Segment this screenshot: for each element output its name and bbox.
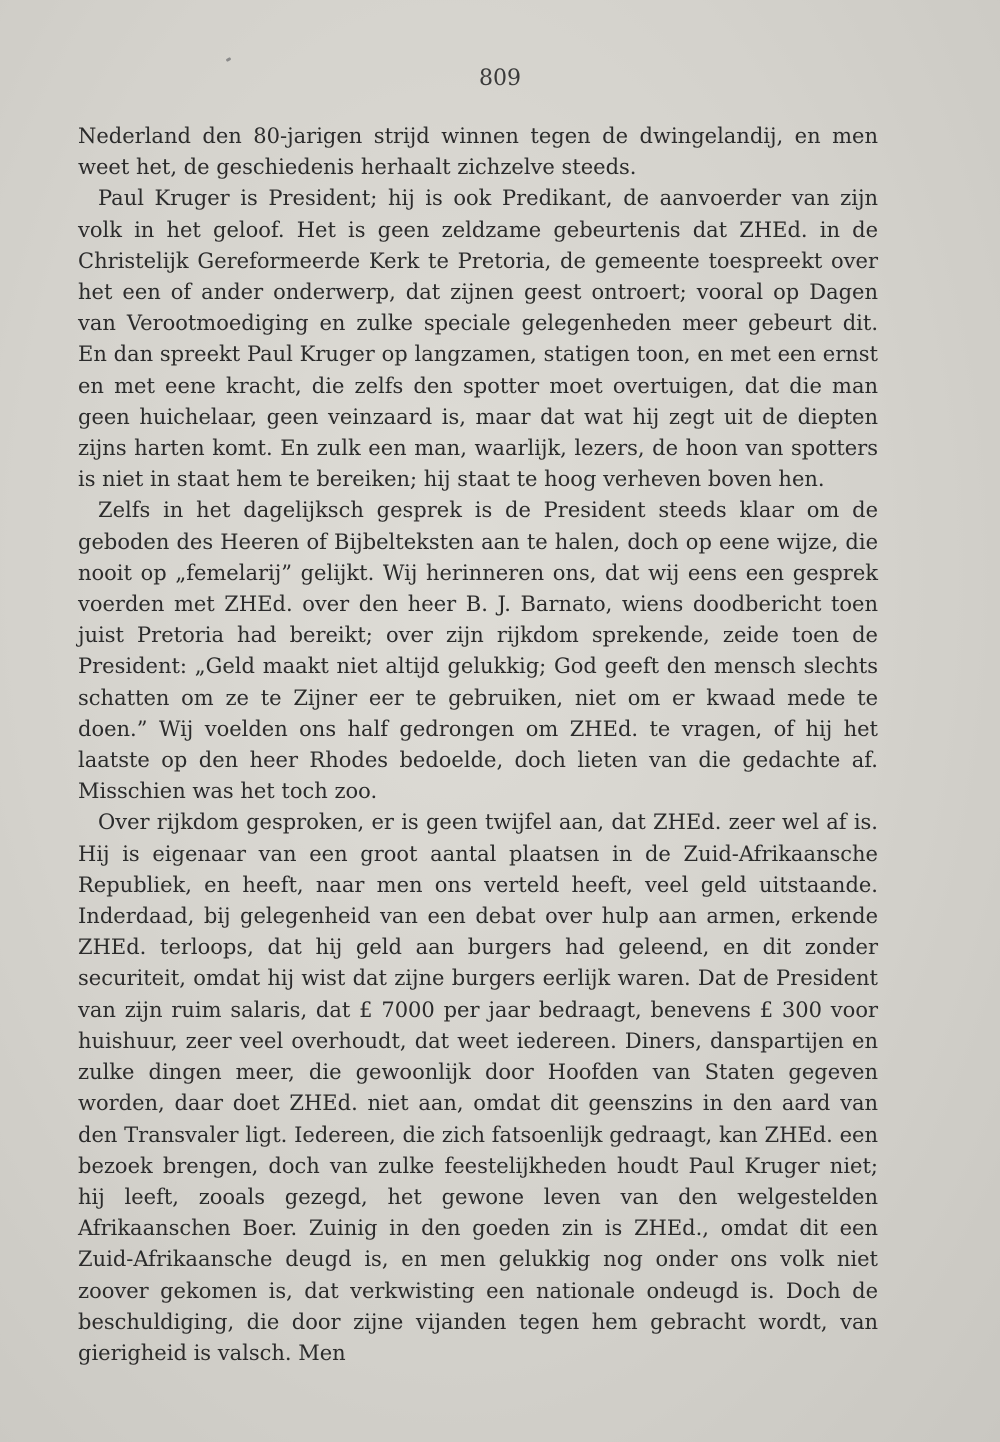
ink-speck [226, 57, 232, 62]
paragraph-2: Paul Kruger is President; hij is ook Predikant, de aanvoerder van zijn volk in het geloof. Het is geen zeldzame gebeurtenis dat ZHEd. in de Christelijk Gereformeerde Kerk te Pretoria, de gemeente toespreekt over het een of ander onderwerp, dat zijnen geest ontroert; vooral op Dagen van Verootmoediging en zulke speciale gelegenheden meer gebeurt dit. En dan spreekt Paul Kruger op langzamen, statigen toon, en met een ernst en met eene kracht, die zelfs den spotter moet overtuigen, dat die man geen huichelaar, geen veinzaard is, maar dat wat hij zegt uit de diepten zijns harten komt. En zulk een man, waarlijk, lezers, de hoon van spotters is niet in staat hem te bereiken; hij staat te hoog verheven boven hen. [78, 186, 878, 492]
paragraph-3: Zelfs in het dagelijksch gesprek is de President steeds klaar om de geboden des Heeren of Bijbelteksten aan te halen, doch op eene wijze, die nooit op „femelarij” gelijkt. Wij herinneren ons, dat wij eens een gesprek voerden met ZHEd. over den heer B. J. Barnato, wiens doodbericht toen juist Pretoria had bereikt; over zijn rijkdom sprekende, zeide toen de President: „Geld maakt niet altijd gelukkig; God geeft den mensch slechts schatten om ze te Zijner eer te gebruiken, niet om er kwaad mede te doen.” Wij voelden ons half gedrongen om ZHEd. te vragen, of hij het laatste op den heer Rhodes bedoelde, doch lieten van die gedachte af. Misschien was het toch zoo. [78, 498, 878, 804]
paragraph-1: Nederland den 80-jarigen strijd winnen tegen de dwingelandij, en men weet het, de geschiedenis herhaalt zichzelve steeds. [78, 124, 878, 180]
page-number: 809 [479, 66, 521, 91]
paragraph-4: Over rijkdom gesproken, er is geen twijfel aan, dat ZHEd. zeer wel af is. Hij is eigenaar van een groot aantal plaatsen in de Zuid-Afrikaansche Republiek, en heeft, naar men ons verteld heeft, veel geld uitstaande. Inderdaad, bij gelegenheid van een debat over hulp aan armen, erkende ZHEd. terloops, dat hij geld aan burgers had geleend, en dit zonder securiteit, omdat hij wist dat zijne burgers eerlijk waren. Dat de President van zijn ruim salaris, dat £ 7000 per jaar bedraagt, benevens £ 300 voor huishuur, zeer veel overhoudt, dat weet iedereen. Diners, danspartijen en zulke dingen meer, die gewoonlijk door Hoofden van Staten gegeven worden, daar doet ZHEd. niet aan, omdat dit geenszins in den aard van den Transvaler ligt. Iedereen, die zich fatsoenlijk gedraagt, kan ZHEd. een bezoek brengen, doch van zulke feestelijkheden houdt Paul Kruger niet; hij leeft, zooals gezegd, het gewone leven van den welgestelden Afrikaanschen Boer. Zuinig in den goeden zin is ZHEd., omdat dit een Zuid-Afrikaansche deugd is, en men gelukkig nog onder ons volk niet zoover gekomen is, dat verkwisting een nationale ondeugd is. Doch de beschuldiging, die door zijne vijanden tegen hem gebracht wordt, van gierigheid is valsch. Men [78, 810, 878, 1365]
body-text [78, 121, 878, 1369]
